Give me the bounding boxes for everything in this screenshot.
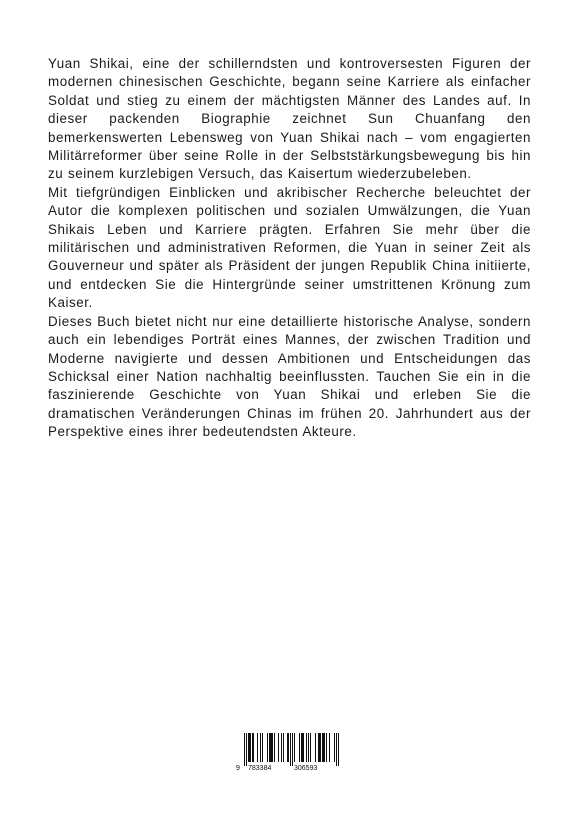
barcode-bar bbox=[310, 733, 311, 762]
barcode-bar bbox=[323, 733, 324, 762]
barcode-bar bbox=[274, 733, 275, 762]
barcode-bar bbox=[281, 733, 282, 762]
blurb-paragraph-1: Yuan Shikai, eine der schillerndsten und kontroversesten Figuren der modernen chinesischen Geschichte, begann seine Karriere als einfacher Soldat und stieg zu einem der mächtigsten Männer des Landes auf. In dieser packenden Biographie zeichnet Sun Chuanfang den bemerkenswerten Lebensweg von Yuan Shikai nach – vom engagierten Militärreformer über seine Rolle in der Selbststärkungsbewegung bis hin zu seinem kurzlebigen Versuch, das Kaisertum wiederzubeleben. bbox=[48, 56, 531, 182]
barcode-bar bbox=[253, 733, 254, 762]
barcode-bar bbox=[336, 733, 337, 766]
barcode-bar bbox=[278, 733, 279, 762]
barcode-bar bbox=[301, 733, 302, 762]
barcode-bar bbox=[320, 733, 321, 762]
barcode-digit-first: 9 bbox=[236, 765, 240, 771]
barcode-bar bbox=[294, 733, 295, 762]
barcode-bar bbox=[267, 733, 268, 762]
barcode-bar bbox=[290, 733, 291, 766]
isbn-barcode bbox=[236, 733, 342, 771]
barcode-bar bbox=[326, 733, 327, 762]
barcode-bar bbox=[322, 733, 323, 762]
barcode-bar bbox=[246, 733, 247, 766]
blurb-paragraph-3: Dieses Buch bietet nicht nur eine detaillierte historische Analyse, sondern auch ein lebendiges Porträt eines Mannes, der zwischen Tradition und Moderne navigierte und dessen Ambitionen und Entscheidungen das Schicksal einer Nation nachhaltig beeinflussten. Tauchen Sie ein in die faszinierende Geschichte von Yuan Shikai und erleben Sie die dramatischen Veränderungen Chinas im frühen 20. Jahrhundert aus der Perspektive eines ihrer bedeutendsten Akteure. bbox=[48, 313, 531, 440]
barcode-bar bbox=[324, 733, 325, 762]
barcode-bar bbox=[260, 733, 261, 762]
barcode-bar bbox=[272, 733, 273, 762]
book-blurb bbox=[48, 55, 531, 442]
barcode-bar bbox=[318, 733, 319, 762]
barcode-bar bbox=[244, 733, 245, 766]
blurb-paragraph-2: Mit tiefgründigen Einblicken und akribischer Recherche beleuchtet der Autor die komplexen politischen und sozialen Umwälzungen, die Yuan Shikais Leben und Karriere prägten. Erfahren Sie mehr über die militärischen und administrativen Reformen, die Yuan in seiner Zeit als Gouverneur und später als Präsident der jungen Republik China initiierte, und entdecken Sie die Hintergründe seiner umstrittenen Krönung zum Kaiser. bbox=[48, 184, 531, 311]
barcode-bar bbox=[303, 733, 304, 762]
barcode-bar bbox=[270, 733, 271, 762]
barcode-bar bbox=[334, 733, 335, 762]
barcode-bar bbox=[250, 733, 251, 762]
barcode-bar bbox=[338, 733, 339, 766]
barcode-graphic bbox=[236, 733, 342, 771]
barcode-bar bbox=[287, 733, 288, 762]
barcode-digits-left: 783384 bbox=[248, 765, 272, 771]
barcode-bar bbox=[329, 733, 330, 762]
barcode-bars bbox=[244, 733, 339, 766]
barcode-bar bbox=[257, 733, 258, 762]
barcode-bar bbox=[299, 733, 300, 762]
barcode-bar bbox=[249, 733, 250, 762]
barcode-bar bbox=[262, 733, 263, 762]
barcode-bar bbox=[292, 733, 293, 766]
barcode-bar bbox=[252, 733, 253, 762]
barcode-bar bbox=[308, 733, 309, 762]
barcode-bar bbox=[283, 733, 284, 762]
barcode-bar bbox=[248, 733, 249, 762]
barcode-digits-right: 306593 bbox=[294, 765, 318, 771]
barcode-bar bbox=[319, 733, 320, 762]
barcode-bar bbox=[306, 733, 307, 762]
barcode-bar bbox=[315, 733, 316, 762]
barcode-bar bbox=[288, 733, 289, 762]
barcode-bar bbox=[271, 733, 272, 762]
barcode-bar bbox=[269, 733, 270, 762]
barcode-bar bbox=[302, 733, 303, 762]
